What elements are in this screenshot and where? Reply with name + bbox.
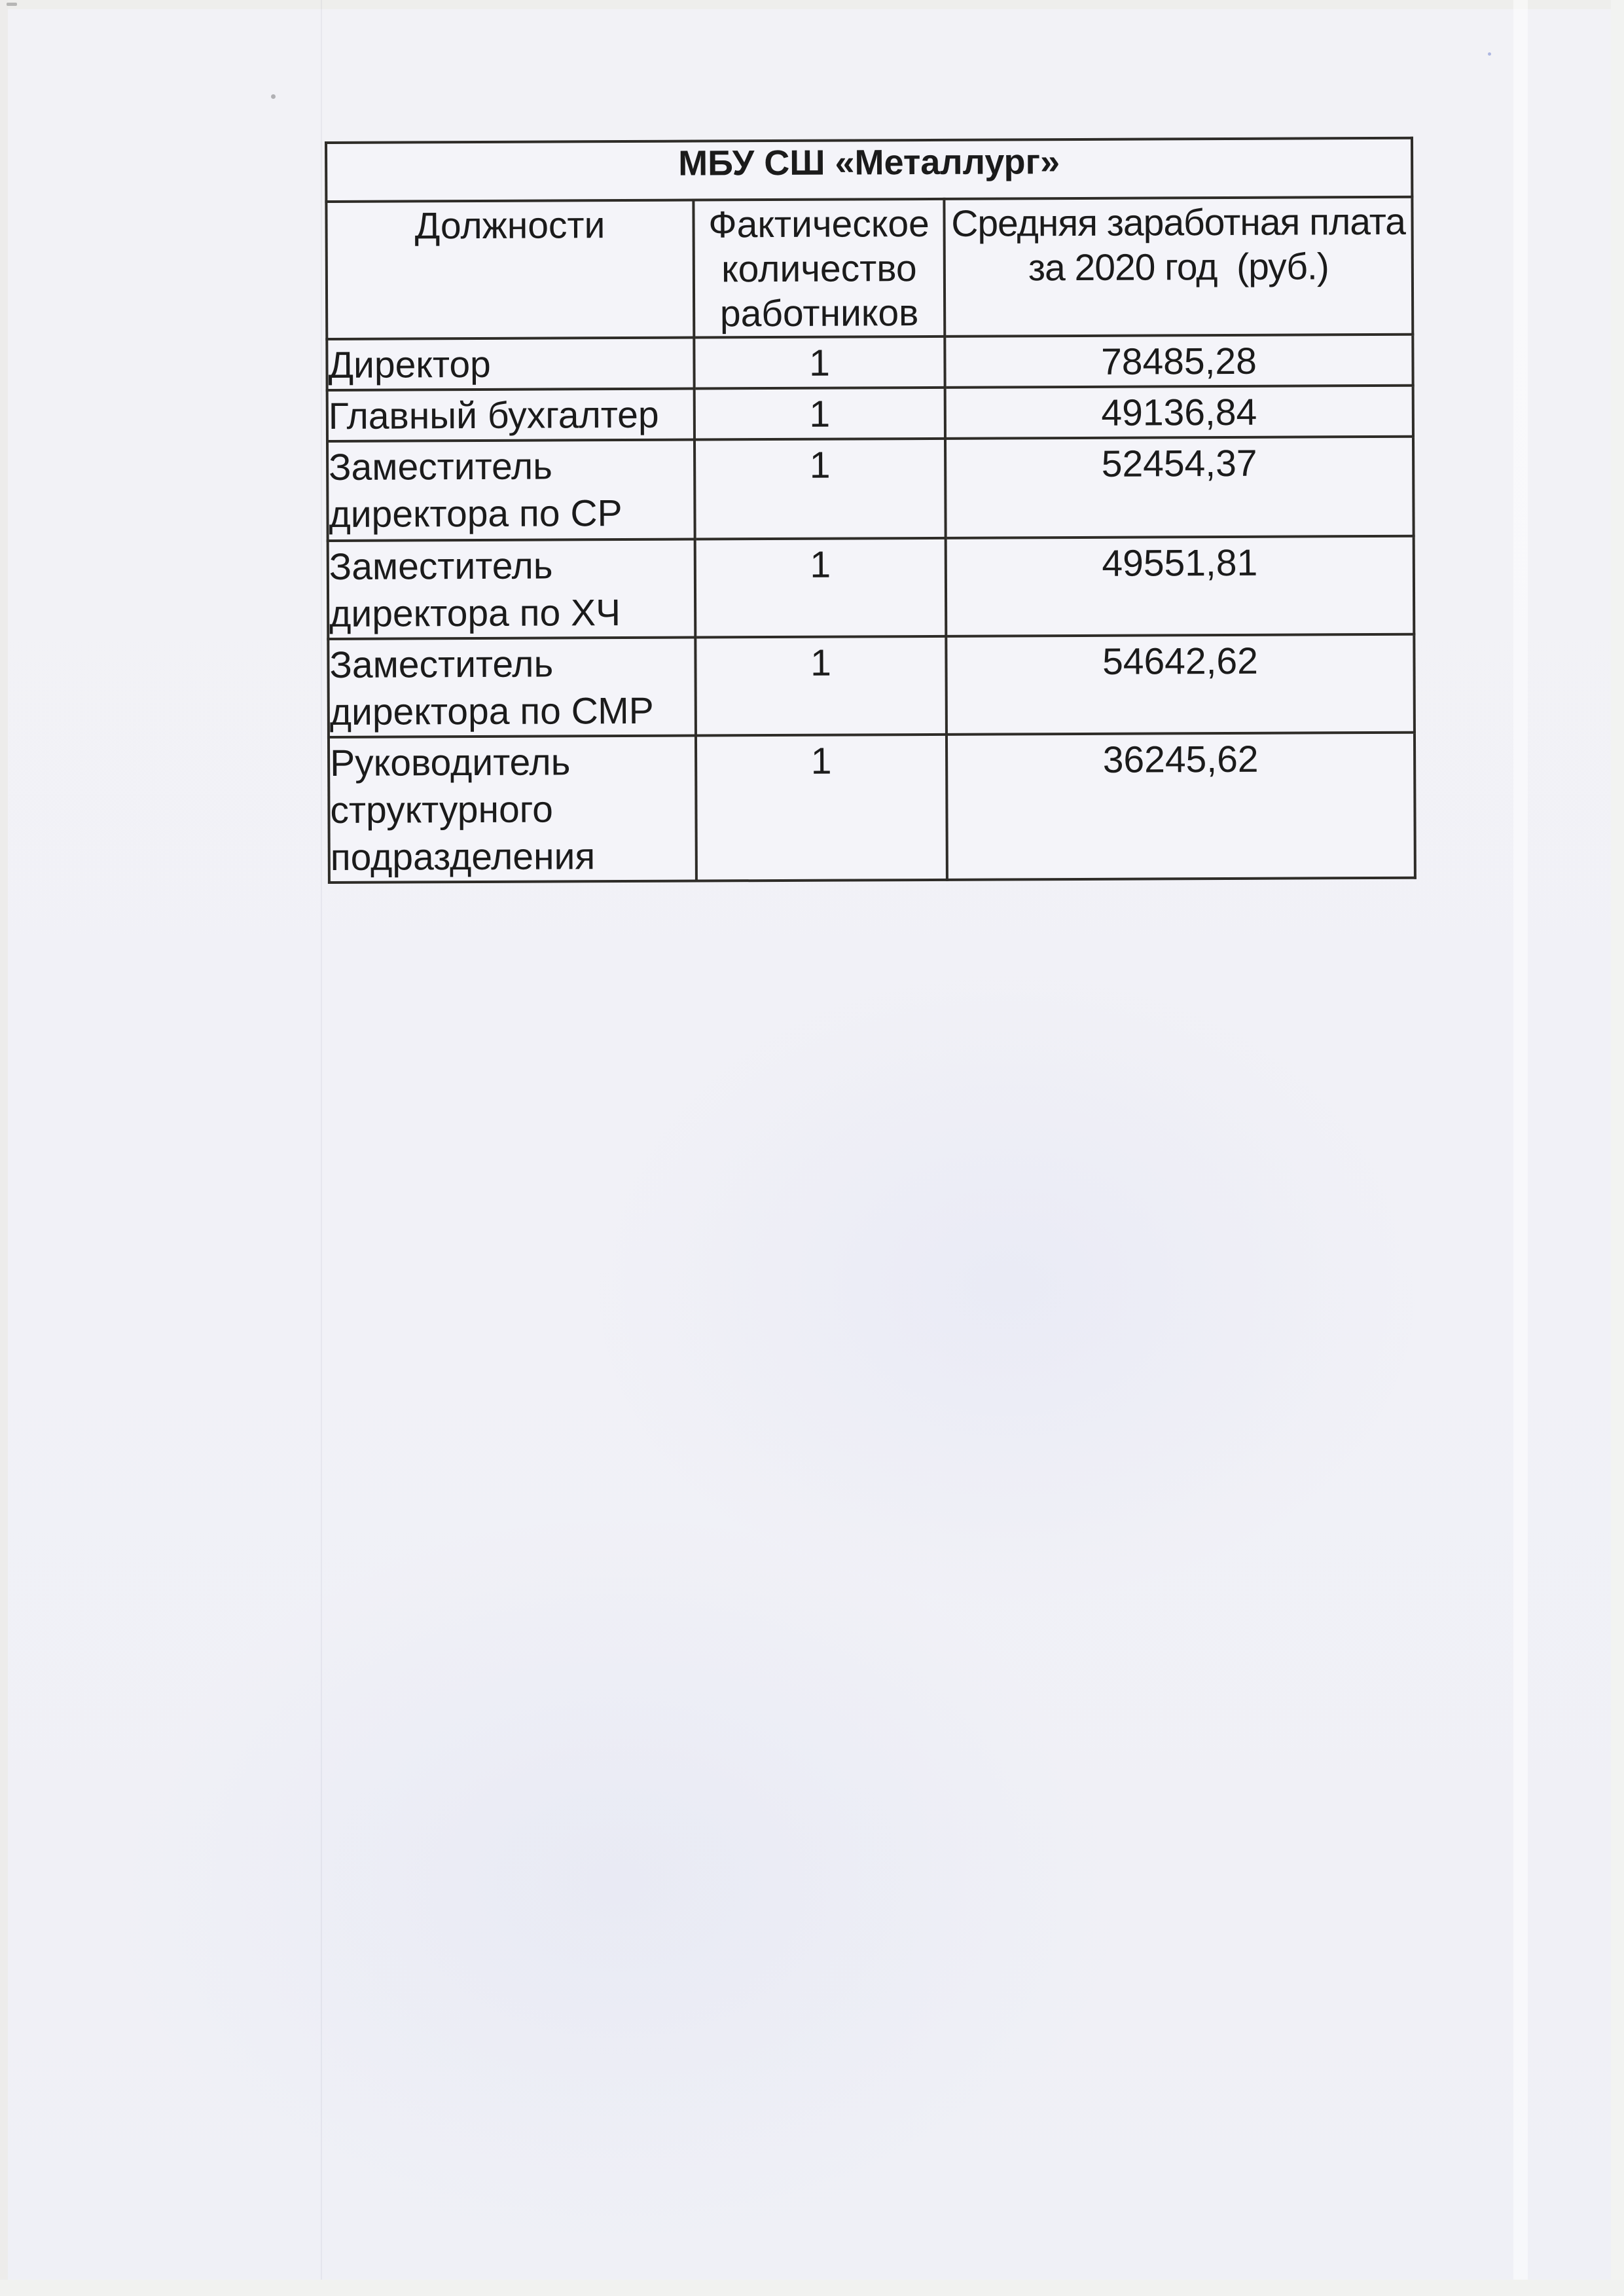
table-row-chief-accountant xyxy=(327,386,1413,441)
scanner-edge-right xyxy=(1611,0,1624,2296)
scanner-edge-bottom xyxy=(0,2280,1624,2296)
salary-cell: 78485,28 xyxy=(945,335,1413,388)
table-row-deputy-hch xyxy=(328,536,1415,639)
count-cell: 1 xyxy=(695,538,947,638)
header-actual-count xyxy=(693,199,945,338)
table-row-deputy-sr xyxy=(327,437,1414,541)
count-cell: 1 xyxy=(695,439,946,539)
position-text-line: директора по ХЧ xyxy=(329,592,621,635)
page-fold-line xyxy=(321,0,322,2280)
table-header-row xyxy=(326,197,1413,339)
header-text-line: работников xyxy=(719,292,919,335)
count-cell: 1 xyxy=(695,636,947,736)
position-cell xyxy=(328,539,696,639)
position-text-line: директора по СР xyxy=(329,492,623,536)
count-cell: 1 xyxy=(695,388,945,440)
count-cell: 1 xyxy=(696,735,947,881)
header-text-line: Средняя заработная плата xyxy=(951,200,1406,245)
position-cell xyxy=(328,638,696,737)
position-text-line: Главный бухгалтер xyxy=(328,393,659,437)
salary-cell: 49136,84 xyxy=(945,386,1413,439)
table-title-row xyxy=(326,138,1412,202)
position-cell xyxy=(327,440,695,541)
position-text-line: Заместитель xyxy=(329,545,553,588)
scanner-edge-top xyxy=(0,0,1624,9)
position-text-line: Руководитель xyxy=(330,741,571,784)
salary-cell: 54642,62 xyxy=(946,634,1415,735)
salary-table xyxy=(325,137,1416,884)
position-cell xyxy=(327,338,694,390)
salary-cell: 52454,37 xyxy=(945,437,1414,538)
scan-speck xyxy=(271,94,276,99)
position-text-line: Заместитель xyxy=(329,643,554,686)
position-text-line: директора по СМР xyxy=(329,689,654,733)
salary-cell: 36245,62 xyxy=(947,733,1415,880)
header-text-line: Фактическое xyxy=(708,202,929,246)
table-title: МБУ СШ «Металлург» xyxy=(326,138,1412,202)
header-text-line: за 2020 год (руб.) xyxy=(1028,246,1329,289)
position-text-line: Директор xyxy=(328,343,491,386)
header-text-line: Должности xyxy=(414,204,605,247)
table-row-deputy-smr xyxy=(328,634,1415,737)
header-average-salary xyxy=(944,197,1413,337)
table-row-structural-unit-head xyxy=(329,733,1415,883)
position-cell xyxy=(329,736,696,883)
position-text-line: Заместитель xyxy=(329,445,553,488)
header-positions xyxy=(326,200,694,339)
scan-speck xyxy=(1488,52,1491,56)
position-cell xyxy=(327,389,695,441)
position-text-line: подразделения xyxy=(330,835,596,879)
count-cell: 1 xyxy=(694,337,945,389)
scanner-light-band xyxy=(1513,0,1528,2280)
table-row-director xyxy=(327,335,1413,390)
header-text-line: количество xyxy=(721,247,917,291)
position-text-line: структурного xyxy=(330,788,554,831)
scan-speck xyxy=(7,3,17,6)
scanner-edge-left xyxy=(0,0,8,2296)
salary-cell: 49551,81 xyxy=(946,536,1415,636)
